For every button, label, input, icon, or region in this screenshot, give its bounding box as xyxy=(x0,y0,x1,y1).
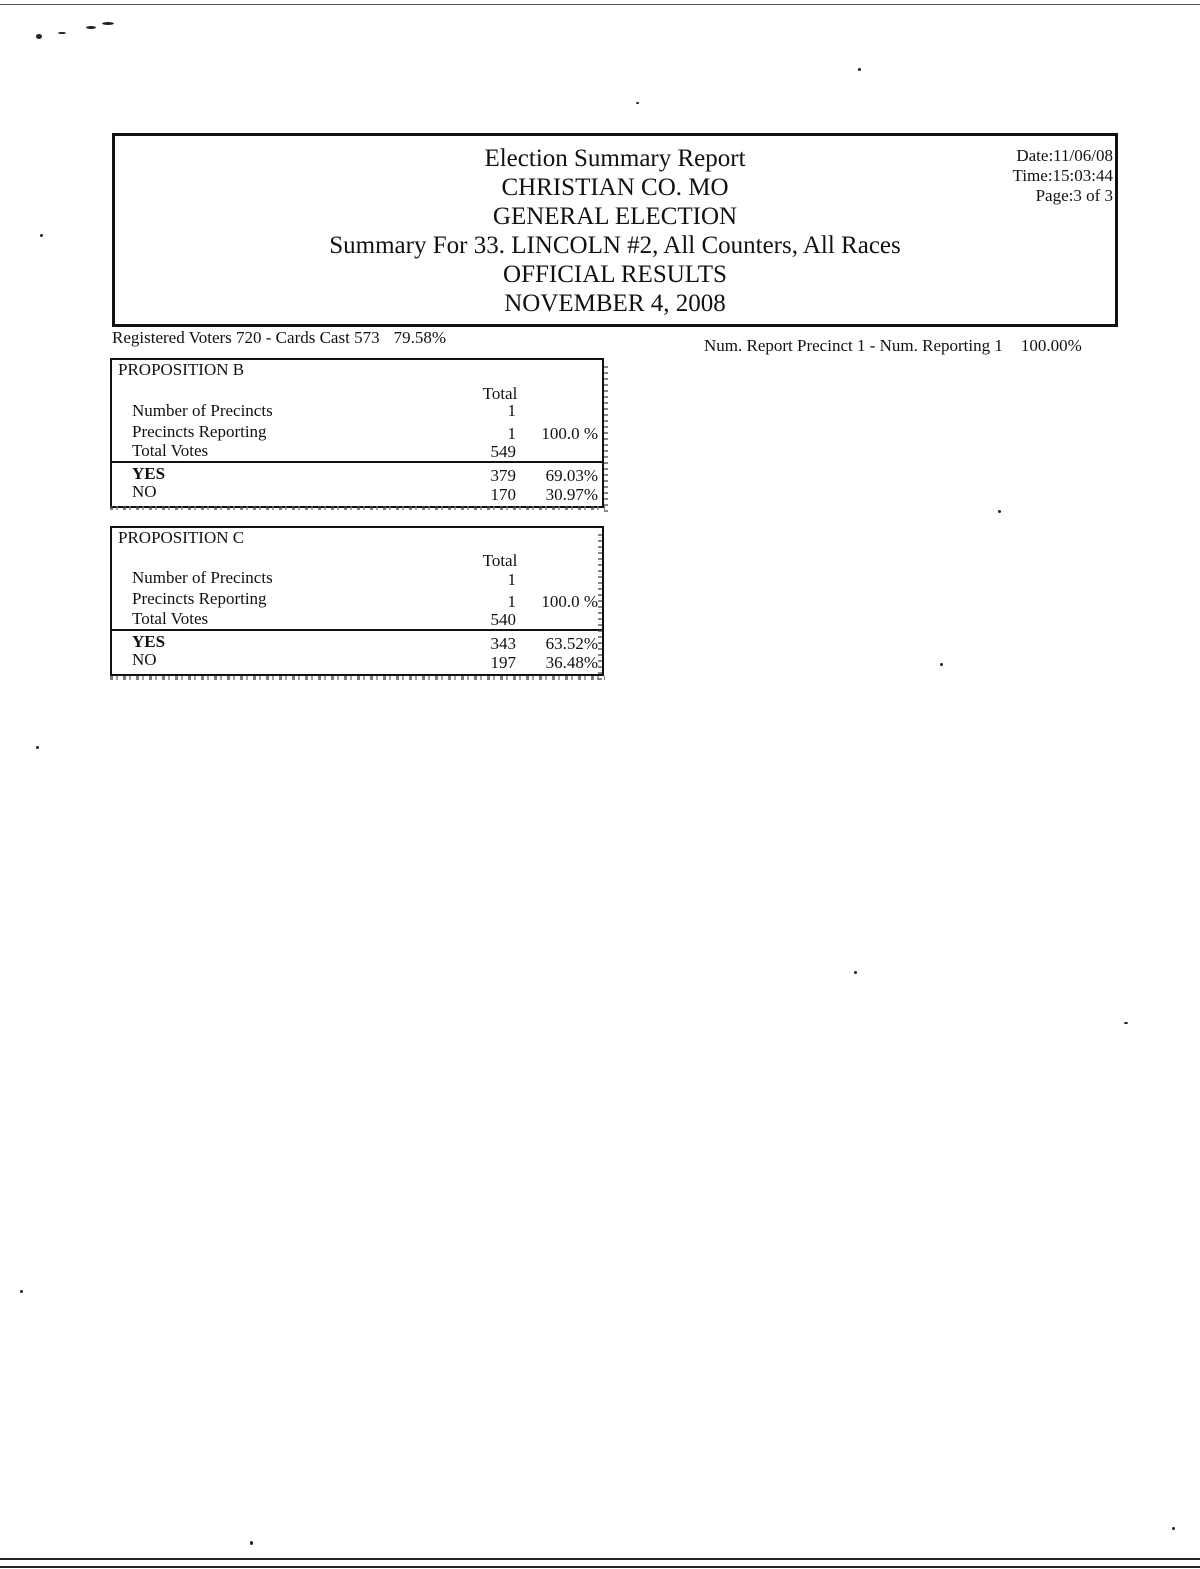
scan-speck xyxy=(940,663,943,666)
scan-speck xyxy=(250,1541,253,1545)
row-value: 549 xyxy=(490,442,516,461)
voter-summary xyxy=(112,328,446,348)
reporting-summary xyxy=(704,336,1082,356)
row-percent: 36.48% xyxy=(545,653,598,672)
scan-speck xyxy=(40,234,43,237)
report-title: Election Summary Report xyxy=(484,145,746,172)
election-name: GENERAL ELECTION xyxy=(492,203,738,230)
row-value: 1 xyxy=(507,592,516,611)
scan-speck xyxy=(36,746,39,749)
table-divider xyxy=(112,461,602,463)
registered-voters-text: Registered Voters 720 - Cards Cast 573 xyxy=(112,328,380,347)
row-label: NO xyxy=(132,650,157,669)
report-time: Time:15:03:44 xyxy=(1012,166,1113,185)
row-percent: 100.0 % xyxy=(541,592,598,611)
reporting-percent: 100.00% xyxy=(1020,336,1082,355)
row-label: NO xyxy=(132,482,157,501)
row-label: Precincts Reporting xyxy=(132,422,267,441)
scan-speck xyxy=(1124,1022,1128,1024)
row-label: Precincts Reporting xyxy=(132,589,267,608)
page-number: Page:3 of 3 xyxy=(1035,186,1113,205)
page-top-edge xyxy=(0,0,1200,5)
row-value: 1 xyxy=(507,401,516,420)
total-column-header: Total xyxy=(482,384,518,403)
scan-speck xyxy=(86,26,96,29)
scan-noise xyxy=(110,676,605,680)
row-label: YES xyxy=(132,632,166,651)
scan-speck xyxy=(854,971,857,974)
report-header xyxy=(112,133,1118,327)
turnout-percent: 79.58% xyxy=(393,328,446,347)
report-date: Date:11/06/08 xyxy=(1016,146,1113,165)
row-value: 197 xyxy=(490,653,516,672)
row-value: 1 xyxy=(507,424,516,443)
row-value: 343 xyxy=(490,634,516,653)
scan-noise xyxy=(110,506,605,510)
scan-speck xyxy=(636,102,639,104)
row-percent: 30.97% xyxy=(545,485,598,504)
row-percent: 63.52% xyxy=(545,634,598,653)
scan-noise xyxy=(598,534,602,684)
scan-speck xyxy=(1172,1527,1175,1530)
report-header-title-block xyxy=(115,144,1115,318)
scan-speck xyxy=(858,68,861,71)
proposition-b-table xyxy=(110,358,604,508)
scan-speck xyxy=(20,1290,23,1293)
scan-speck xyxy=(36,34,42,39)
scan-speck xyxy=(58,32,66,34)
proposition-c-table xyxy=(110,526,604,676)
row-label: Number of Precincts xyxy=(132,568,273,587)
results-status: OFFICIAL RESULTS xyxy=(503,261,727,288)
scan-noise xyxy=(604,366,608,512)
table-divider xyxy=(112,629,602,631)
row-label: Total Votes xyxy=(132,441,209,460)
county-name: CHRISTIAN CO. MO xyxy=(501,174,729,201)
row-value: 379 xyxy=(490,466,516,485)
report-meta xyxy=(1013,146,1113,206)
page-bottom-edge xyxy=(0,1558,1200,1568)
proposition-title: PROPOSITION B xyxy=(118,360,245,379)
row-percent: 69.03% xyxy=(545,466,598,485)
election-date: NOVEMBER 4, 2008 xyxy=(504,290,726,317)
row-label: Number of Precincts xyxy=(132,401,273,420)
summary-for: Summary For 33. LINCOLN #2, All Counters, All Races xyxy=(329,232,901,259)
row-label: YES xyxy=(132,464,166,483)
total-column-header: Total xyxy=(482,551,518,570)
row-value: 170 xyxy=(490,485,516,504)
row-value: 1 xyxy=(507,570,516,589)
reporting-text: Num. Report Precinct 1 - Num. Reporting 1 xyxy=(704,336,1003,355)
proposition-title: PROPOSITION C xyxy=(118,528,245,547)
row-label: Total Votes xyxy=(132,609,209,628)
scan-speck xyxy=(102,22,114,25)
row-percent: 100.0 % xyxy=(541,424,598,443)
scan-speck xyxy=(998,510,1001,513)
row-value: 540 xyxy=(490,610,516,629)
